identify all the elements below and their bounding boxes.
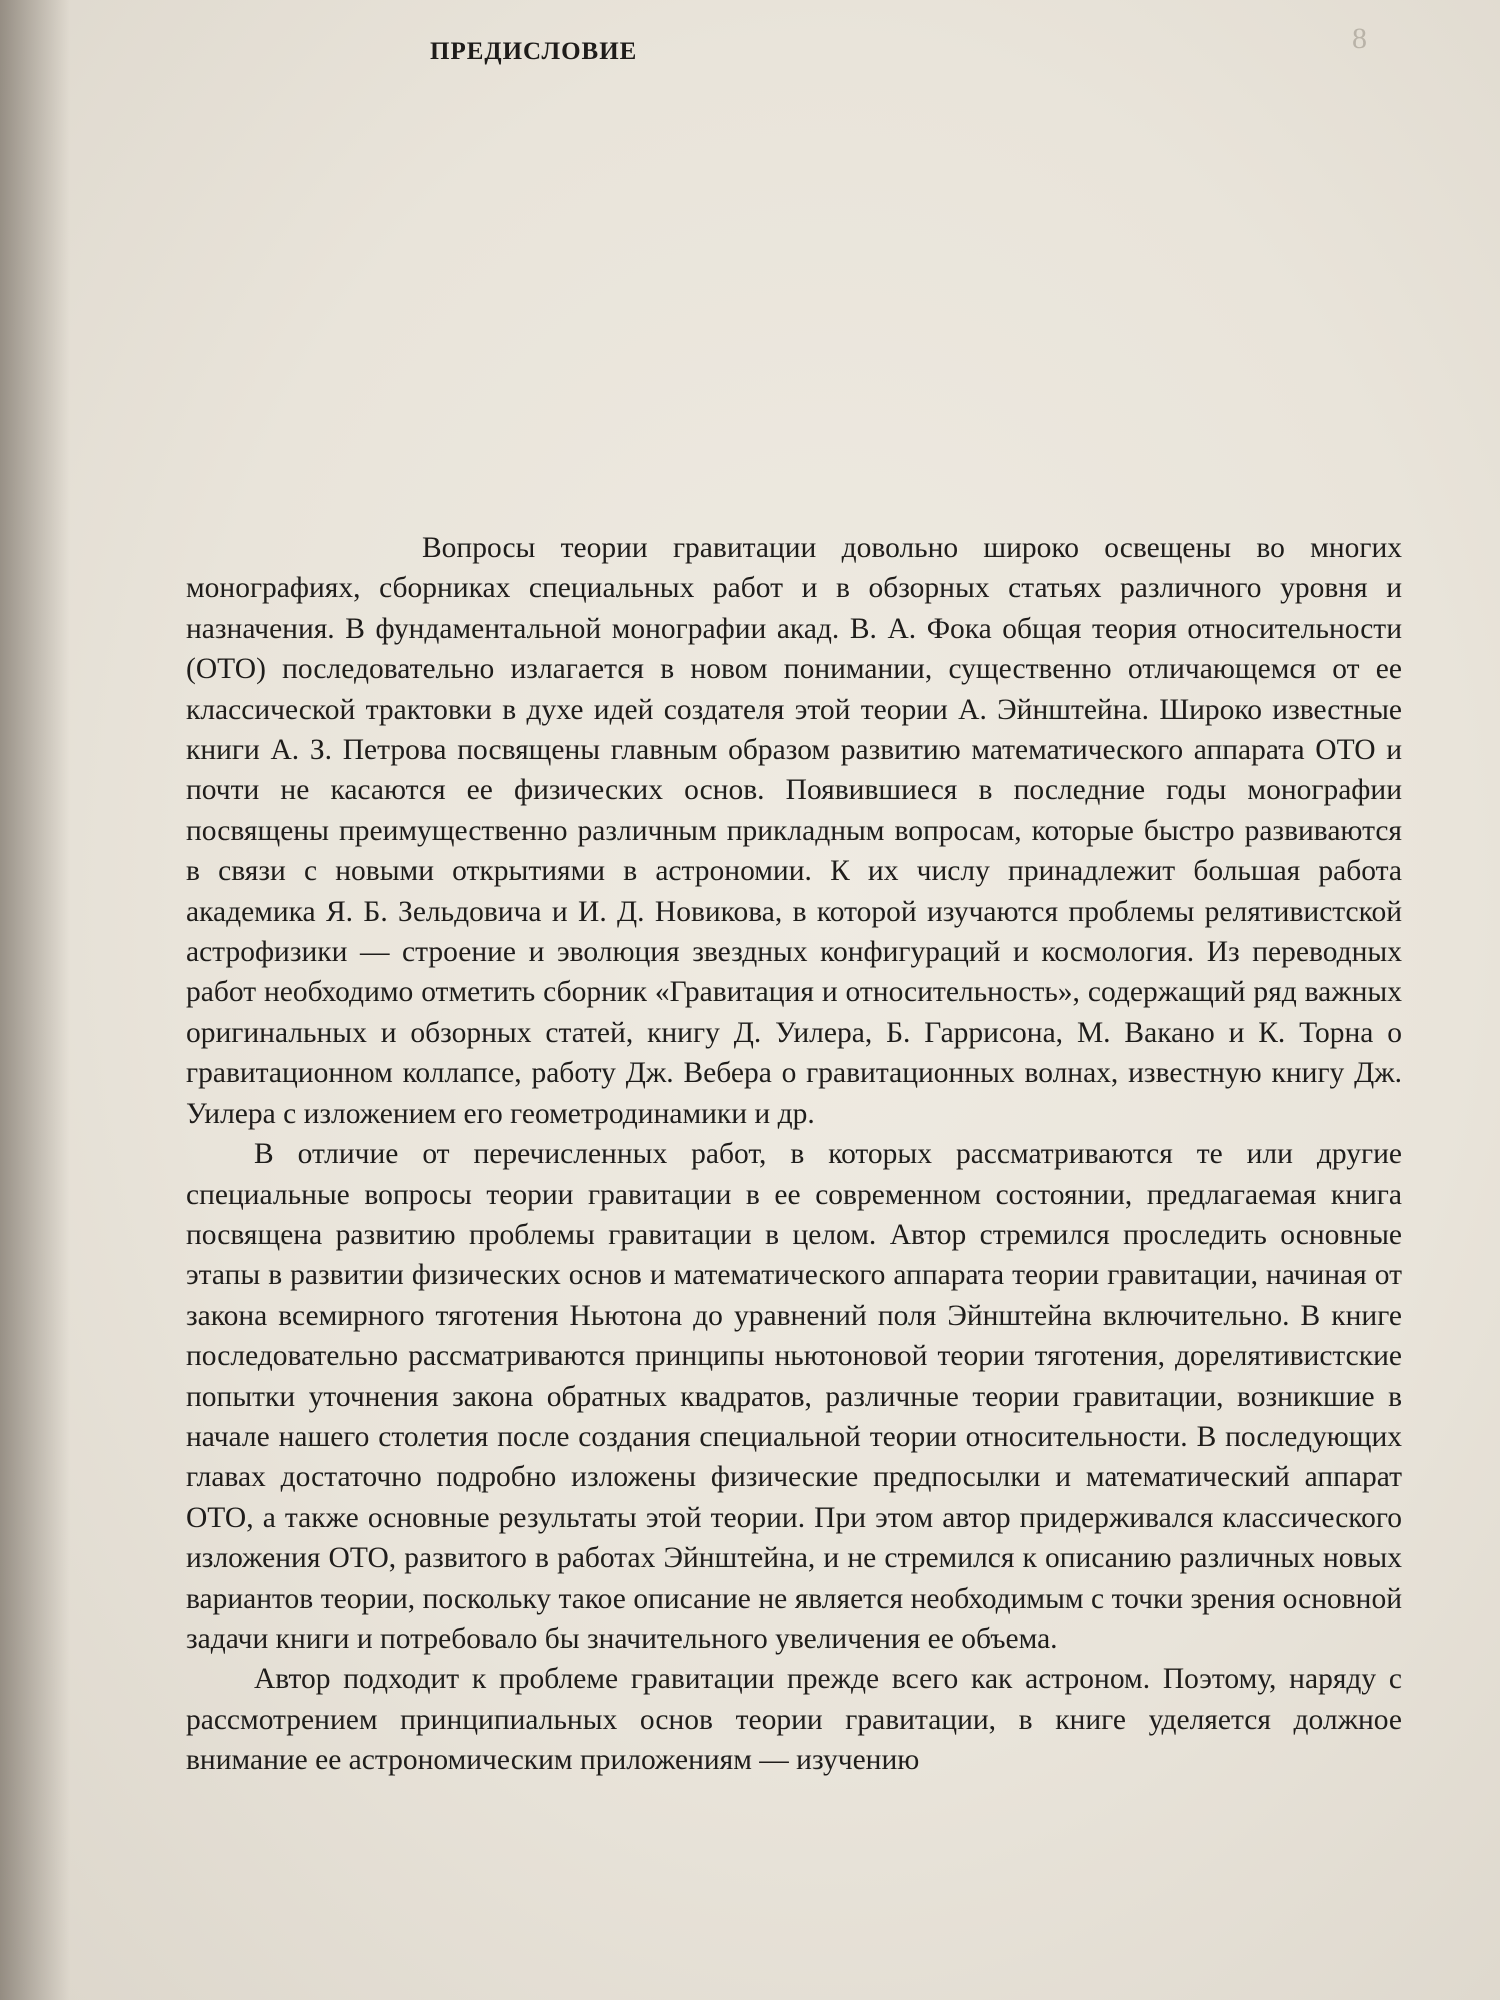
paragraph-2: В отличие от перечисленных работ, в которых рассматриваются те или другие специальные вопросы теории гравитации в ее современном состоянии, предлагаемая книга посвящена развитию проблемы гравитации в целом. Автор стремился проследить основные этапы в развитии физических основ и математического аппарата теории гравитации, начиная от закона всемирного тяготения Ньютона до уравнений поля Эйнштейна включительно. В книге последовательно рассматриваются принципы ньютоновой теории тяготения, дорелятивистские попытки уточнения закона обратных квадратов, различные теории гравитации, возникшие в начале нашего столетия после создания специальной теории относительности. В последующих главах достаточно подробно изложены физические предпосылки и математический аппарат ОТО, а также основные результаты этой теории. При этом автор придерживался классического изложения ОТО, развитого в работах Эйнштейна, и не стремился к описанию различных новых вариантов теории, поскольку такое описание не является необходимым с точки зрения основной задачи книги и потребовало бы значительного увеличения ее объема. [186, 1138, 1402, 1655]
page-title: ПРЕДИСЛОВИЕ [430, 38, 638, 65]
page-number: 8 [1352, 22, 1367, 55]
paragraph-1: Вопросы теории гравитации довольно широко освещены во многих монографиях, сборниках специальных работ и в обзорных статьях различного уровня и назначения. В фундаментальной монографии акад. В. А. Фока общая теория относительности (ОТО) последовательно излагается в новом понимании, существенно отличающемся от ее классической трактовки в духе идей создателя этой теории А. Эйнштейна. Широко известные книги А. З. Петрова посвящены главным образом развитию математического аппарата ОТО и почти не касаются ее физических основ. Появившиеся в последние годы монографии посвящены преимущественно различным прикладным вопросам, которые быстро развиваются в связи с новыми открытиями в астрономии. К их числу принадлежит большая работа академика Я. Б. Зельдовича и И. Д. Новикова, в которой изучаются проблемы релятивистской астрофизики — строение и эволюция звездных конфигураций и космология. Из переводных работ необходимо отметить сборник «Гравитация и относительность», содержащий ряд важных оригинальных и обзорных статей, книгу Д. Уилера, Б. Гаррисона, М. Вакано и К. Торна о гравитационном коллапсе, работу Дж. Вебера о гравитационных волнах, известную книгу Дж. Уилера с изложением его геометродинамики и др. [186, 532, 1402, 1130]
gutter-shadow [0, 0, 70, 2000]
body-text [186, 528, 1402, 1781]
paragraph-3: Автор подходит к проблеме гравитации прежде всего как астроном. Поэтому, наряду с рассмотрением принципиальных основ теории гравитации, в книге уделяется должное внимание ее астрономическим приложениям — изучению [186, 1663, 1402, 1777]
